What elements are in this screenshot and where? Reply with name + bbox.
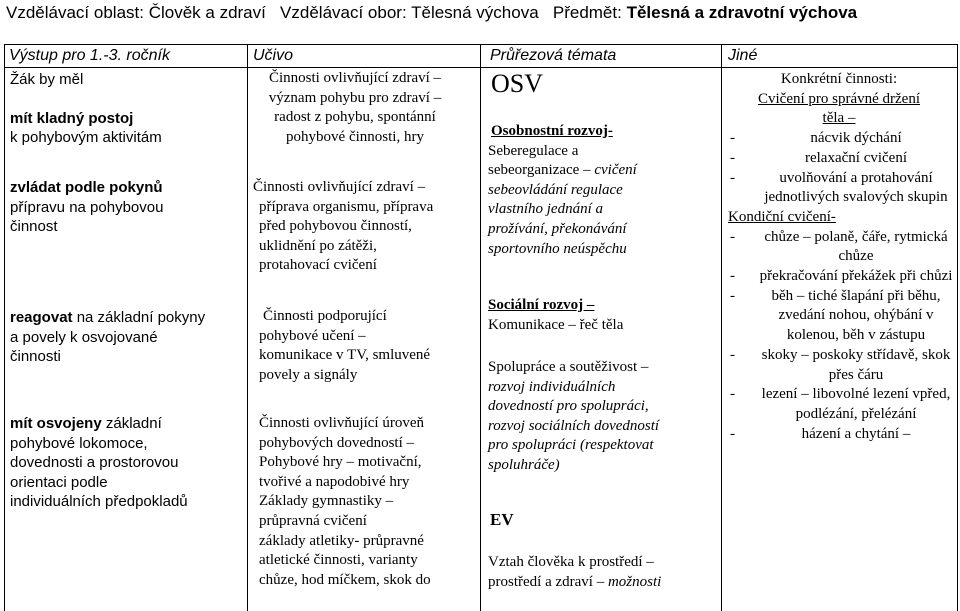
list-item: - chůze – polaně, čáře, rytmická chůze [722,228,956,267]
oblast-value: Člověk a zdraví [148,3,266,22]
osv-italic-line: spoluhráče) [488,456,560,473]
ucivo-line: komunikace v TV, smluvené [259,347,431,364]
list-item: - lezení – libovolné lezení vpřed, podlézání, přelézání [722,385,956,424]
vystup-text: individuálních předpokladů [10,493,188,511]
osv-sebeorganizace: sebeorganizace – [488,162,595,179]
vystup-keyword: mít kladný postoj [10,109,134,127]
col-divider-2 [480,44,481,611]
osv-komunikace: Komunikace – řeč těla [488,316,624,333]
ucivo-line: Pohybové hry – motivační, [259,454,422,471]
predmet-value: Tělesná a zdravotní výchova [626,3,858,22]
ucivo-line: radost z pohybu, spontánní [274,109,436,126]
ucivo-line: průpravná cvičení [259,512,367,529]
osv-italic-line: sportovního neúspěchu [488,240,627,257]
ucivo-line: příprava organismu, příprava [259,198,434,215]
ucivo-block-4 [252,414,477,590]
vystup-block-4 [10,414,245,512]
osv-italic-line: prožívání, překonávání [488,220,627,237]
ucivo-line: povely a signály [259,366,358,383]
ev-prostredi: prostředí a zdraví – [488,573,608,590]
jine-cviceni-title-2: těla – [822,110,856,127]
table-left-border [4,44,5,611]
osv-italic-line: pro spolupráci (respektovat [488,437,654,454]
osv-italic-line: sebeovládání regulace [488,181,623,198]
ucivo-block-2 [252,178,477,276]
header-row-border [4,67,958,68]
col-header-ucivo: Učivo [253,47,294,64]
vystup-intro: Žák by měl [10,71,84,88]
ucivo-line: Činnosti ovlivňující zdraví – [253,179,426,195]
list-item: - nácvik dýchání [722,129,956,149]
vystup-text: orientaci podle [10,473,108,491]
osv-title: OSV [491,69,544,98]
ev-block [488,553,718,592]
vystup-text: přípravu na pohybovou [10,198,164,216]
col-divider-1 [247,44,248,611]
jine-list-1 [722,129,956,208]
vystup-text: pohybové lokomoce, [10,434,148,452]
ucivo-line: atletické činnosti, varianty [259,552,418,569]
vystup-block-2 [10,178,245,237]
vystup-keyword: mít osvojeny [10,415,102,432]
ucivo-line: tvořivé a napodobivé hry [259,473,410,490]
ucivo-line: pohybové činnosti, hry [286,128,424,145]
list-item: - běh – tiché šlapání při běhu, zvedání nohou, ohýbání v kolenou, běh v zástupu [722,287,956,346]
ucivo-line: Činnosti ovlivňující zdraví – [268,70,442,86]
vystup-text: k pohybovým aktivitám [10,129,162,147]
vystup-keyword: reagovat [10,309,73,326]
osv-italic-line: rozvoj sociálních dovedností [488,417,660,434]
jine-cviceni-title: Cvičení pro správné držení [757,90,921,107]
oblast-label: Vzdělávací oblast: [6,3,144,22]
vystup-block-3 [10,308,245,367]
ucivo-line: Činnosti ovlivňující úroveň [259,415,424,431]
col-header-jine: Jiné [728,47,758,64]
vystup-text: dovednosti a prostorovou [10,454,179,472]
vystup-text: činnost [10,218,58,236]
obor-label: Vzdělávací obor: [280,3,407,22]
ucivo-line: Základy gymnastiky – [259,493,394,510]
osv-italic-line: vlastního jednání a [488,201,603,218]
vystup-text: základní [101,415,162,432]
ucivo-line: význam pohybu pro zdraví – [268,89,442,106]
jine-block [722,70,956,444]
osv-spoluprace: Spolupráce a soutěživost – [488,359,649,375]
osv-spoluprace-block [488,358,718,476]
vystup-keyword: zvládat podle pokynů [10,179,163,196]
osv-socialni: Sociální rozvoj – [488,297,595,313]
table-top-border [4,44,958,45]
vystup-text: činnosti [10,348,61,366]
list-item: - uvolňování a protahování jednotlivých svalových skupin [722,169,956,208]
jine-list-2 [722,228,956,445]
ev-title: EV [490,510,514,529]
ucivo-line: pohybové učení – [259,327,366,344]
obor-value: Tělesná výchova [411,3,539,22]
list-item: - házení a chytání – [722,425,956,445]
vystup-text: a povely k osvojované [10,328,158,346]
ucivo-line: základy atletiky- průpravné [259,532,424,549]
ev-moznosti: možnosti [607,573,662,590]
jine-konkretni: Konkrétní činnosti: [780,71,898,87]
osv-italic-line: dovedností pro spolupráci, [488,398,649,415]
ucivo-line: uklidnění po zátěži, [259,237,377,254]
list-item: - relaxační cvičení [722,149,956,169]
osv-osobnostni: Osobnostní rozvoj- [491,123,613,139]
osv-socialni-block [488,296,718,335]
osv-italic-line: rozvoj individuálních [488,378,616,395]
ucivo-block-3 [252,307,477,385]
page-header [6,3,857,23]
ucivo-line: chůze, hod míčkem, skok do [259,571,431,588]
osv-seberegulace: Seberegulace a [488,142,579,159]
ucivo-line: pohybových dovedností – [259,434,414,451]
vystup-block-1 [10,70,245,148]
col-header-prurezova: Průřezová témata [490,47,617,64]
ucivo-line: protahovací cvičení [259,257,377,274]
table-right-border [957,44,958,611]
list-item: - překračování překážek při chůzi [722,267,956,287]
ucivo-line: Činnosti podporující [263,308,387,324]
osv-cviceni: cvičení [594,162,637,179]
ucivo-block-1 [250,69,460,147]
osv-osobnostni-block [488,122,718,259]
ucivo-line: před pohybovou činností, [259,218,412,235]
vystup-text: na základní pokyny [72,309,206,326]
ev-vztah: Vztah člověka k prostředí – [488,554,654,570]
jine-kondicni-title: Kondiční cvičení- [728,208,836,225]
col-header-vystup: Výstup pro 1.-3. ročník [9,47,170,64]
list-item: - skoky – poskoky střídavě, skok přes čáru [722,346,956,385]
predmet-label: Předmět: [552,3,622,22]
